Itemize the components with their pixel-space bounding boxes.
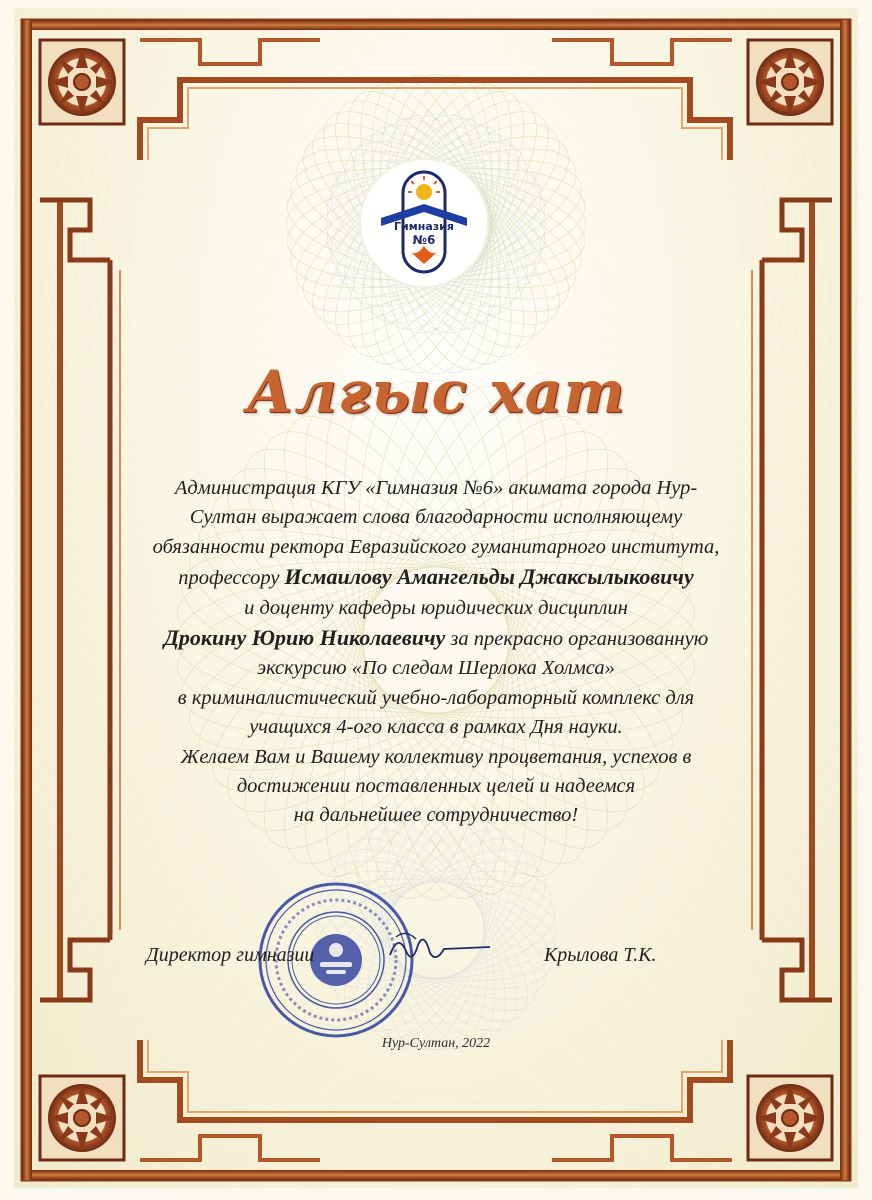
director-name: Крылова Т.К. bbox=[544, 944, 657, 966]
recipient-name-2: Дрокину Юрию Николаевичу bbox=[163, 625, 446, 651]
body-line: экскурсию «По следам Шерлока Холмса» bbox=[257, 657, 615, 680]
signature-mark-icon bbox=[386, 925, 496, 975]
body-line: Администрация КГУ «Гимназия №6» акимата города Нур- bbox=[174, 477, 698, 499]
city-date: Нур-Султан, 2022 bbox=[381, 1036, 491, 1051]
letter-body bbox=[110, 474, 762, 831]
page-title: Алғыс хат bbox=[246, 358, 626, 426]
gymnasium-logo bbox=[361, 160, 487, 286]
recipient-suffix: за прекрасно организованную bbox=[445, 628, 709, 651]
body-line: и доценту кафедры юридических дисциплин bbox=[244, 596, 628, 619]
body-line: обязанности ректора Евразийского гуманитарного института, bbox=[152, 535, 720, 558]
body-line: на дальнейшее сотрудничество! bbox=[293, 804, 579, 827]
recipient-name-1: Исмаилову Амангельды Джаксылыковичу bbox=[284, 564, 694, 590]
logo-number: №6 bbox=[412, 233, 436, 247]
body-line: в криминалистический учебно-лабораторный комплекс для bbox=[177, 686, 695, 709]
body-line: учащихся 4-ого класса в рамках Дня науки. bbox=[249, 716, 623, 739]
logo-name: Гимназия bbox=[394, 220, 454, 233]
body-line-recipient-2 bbox=[110, 623, 762, 654]
body-line: Султан выражает слова благодарности исполняющему bbox=[189, 506, 683, 529]
director-title: Директор гимназии bbox=[146, 944, 315, 966]
recipient-prefix: профессору bbox=[178, 567, 285, 590]
body-line: Желаем Вам и Вашему коллективу процветания, успехов в bbox=[180, 745, 692, 768]
body-line: достижении поставленных целей и надеемся bbox=[236, 775, 636, 798]
body-line-recipient-1 bbox=[110, 562, 762, 593]
